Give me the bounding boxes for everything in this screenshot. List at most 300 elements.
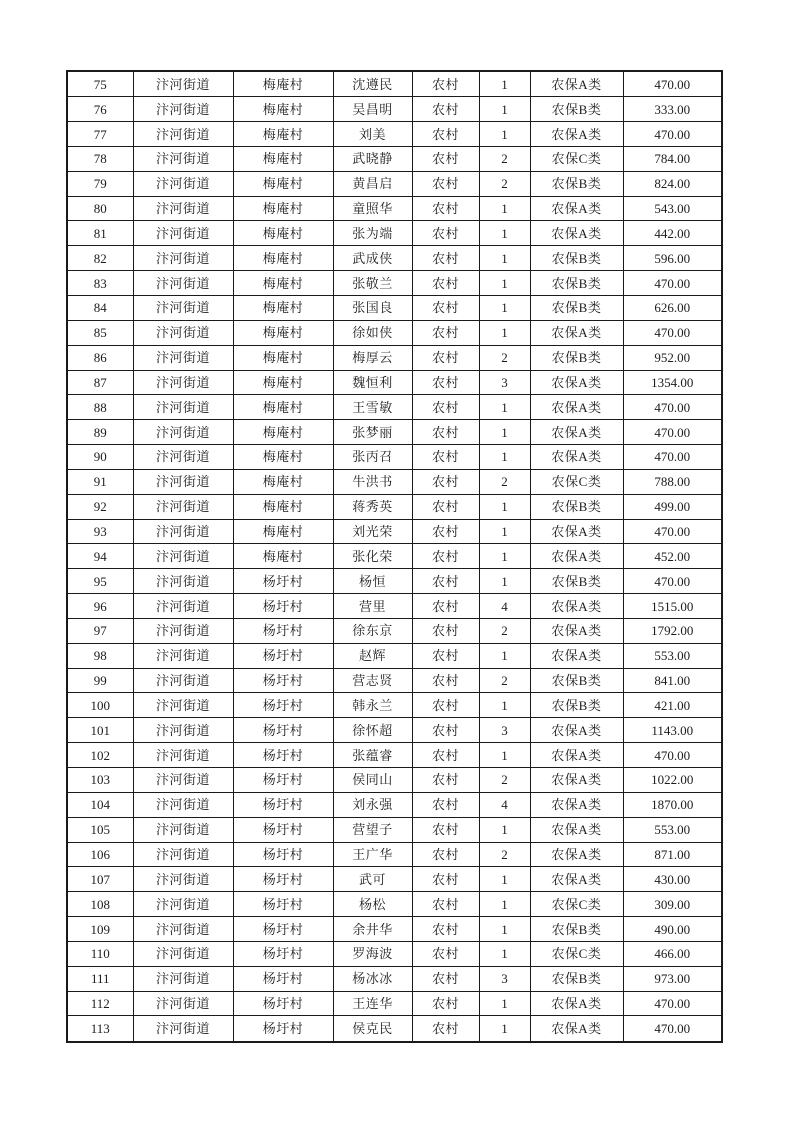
table-row xyxy=(67,718,722,743)
cell-insurance-class: 农保C类 xyxy=(530,892,623,917)
cell-village: 梅庵村 xyxy=(233,295,333,320)
cell-category: 农村 xyxy=(412,196,479,221)
cell-village: 杨圩村 xyxy=(233,1016,333,1042)
cell-village: 梅庵村 xyxy=(233,494,333,519)
cell-person-name: 梅厚云 xyxy=(333,345,412,370)
cell-amount: 1870.00 xyxy=(623,792,722,817)
cell-category: 农村 xyxy=(412,618,479,643)
cell-insurance-class: 农保A类 xyxy=(530,867,623,892)
cell-person-name: 张国良 xyxy=(333,295,412,320)
cell-village: 梅庵村 xyxy=(233,246,333,271)
cell-insurance-class: 农保A类 xyxy=(530,718,623,743)
cell-category: 农村 xyxy=(412,221,479,246)
cell-person-name: 武成侠 xyxy=(333,246,412,271)
cell-serial-number: 93 xyxy=(67,519,133,544)
cell-village: 梅庵村 xyxy=(233,445,333,470)
cell-person-count: 2 xyxy=(479,618,530,643)
cell-category: 农村 xyxy=(412,1016,479,1042)
cell-village: 杨圩村 xyxy=(233,643,333,668)
cell-street: 汴河街道 xyxy=(133,494,233,519)
table-row xyxy=(67,345,722,370)
cell-category: 农村 xyxy=(412,718,479,743)
cell-amount: 824.00 xyxy=(623,171,722,196)
cell-person-count: 1 xyxy=(479,544,530,569)
cell-village: 梅庵村 xyxy=(233,469,333,494)
cell-street: 汴河街道 xyxy=(133,817,233,842)
cell-category: 农村 xyxy=(412,395,479,420)
cell-person-name: 刘光荣 xyxy=(333,519,412,544)
cell-person-count: 1 xyxy=(479,295,530,320)
cell-street: 汴河街道 xyxy=(133,991,233,1016)
cell-person-count: 1 xyxy=(479,519,530,544)
cell-insurance-class: 农保C类 xyxy=(530,941,623,966)
cell-amount: 470.00 xyxy=(623,71,722,97)
cell-village: 杨圩村 xyxy=(233,917,333,942)
cell-person-count: 4 xyxy=(479,792,530,817)
cell-amount: 499.00 xyxy=(623,494,722,519)
cell-amount: 309.00 xyxy=(623,892,722,917)
cell-amount: 788.00 xyxy=(623,469,722,494)
cell-serial-number: 106 xyxy=(67,842,133,867)
cell-category: 农村 xyxy=(412,97,479,122)
cell-village: 梅庵村 xyxy=(233,370,333,395)
cell-insurance-class: 农保A类 xyxy=(530,594,623,619)
cell-amount: 1792.00 xyxy=(623,618,722,643)
cell-category: 农村 xyxy=(412,469,479,494)
table-row xyxy=(67,594,722,619)
cell-village: 梅庵村 xyxy=(233,146,333,171)
cell-amount: 421.00 xyxy=(623,693,722,718)
cell-category: 农村 xyxy=(412,594,479,619)
cell-category: 农村 xyxy=(412,544,479,569)
table-row xyxy=(67,271,722,296)
cell-street: 汴河街道 xyxy=(133,345,233,370)
cell-street: 汴河街道 xyxy=(133,867,233,892)
cell-person-count: 1 xyxy=(479,395,530,420)
table-row xyxy=(67,693,722,718)
cell-serial-number: 102 xyxy=(67,743,133,768)
cell-amount: 973.00 xyxy=(623,966,722,991)
cell-category: 农村 xyxy=(412,792,479,817)
cell-street: 汴河街道 xyxy=(133,469,233,494)
table-row xyxy=(67,221,722,246)
cell-person-name: 蒋秀英 xyxy=(333,494,412,519)
cell-serial-number: 98 xyxy=(67,643,133,668)
cell-amount: 470.00 xyxy=(623,991,722,1016)
cell-person-name: 魏恒利 xyxy=(333,370,412,395)
table-row xyxy=(67,97,722,122)
cell-village: 梅庵村 xyxy=(233,122,333,147)
cell-amount: 626.00 xyxy=(623,295,722,320)
cell-category: 农村 xyxy=(412,867,479,892)
table-row xyxy=(67,146,722,171)
cell-village: 杨圩村 xyxy=(233,991,333,1016)
cell-person-count: 2 xyxy=(479,668,530,693)
cell-village: 梅庵村 xyxy=(233,544,333,569)
cell-insurance-class: 农保B类 xyxy=(530,271,623,296)
cell-serial-number: 84 xyxy=(67,295,133,320)
cell-amount: 470.00 xyxy=(623,122,722,147)
cell-village: 杨圩村 xyxy=(233,842,333,867)
cell-insurance-class: 农保A类 xyxy=(530,519,623,544)
table-row xyxy=(67,196,722,221)
cell-street: 汴河街道 xyxy=(133,146,233,171)
table-row xyxy=(67,295,722,320)
cell-street: 汴河街道 xyxy=(133,966,233,991)
table-row xyxy=(67,1016,722,1042)
cell-category: 农村 xyxy=(412,892,479,917)
cell-village: 梅庵村 xyxy=(233,221,333,246)
cell-person-count: 1 xyxy=(479,97,530,122)
cell-insurance-class: 农保A类 xyxy=(530,221,623,246)
cell-person-name: 营志贤 xyxy=(333,668,412,693)
cell-street: 汴河街道 xyxy=(133,320,233,345)
cell-category: 农村 xyxy=(412,842,479,867)
cell-serial-number: 83 xyxy=(67,271,133,296)
table-row xyxy=(67,892,722,917)
cell-serial-number: 97 xyxy=(67,618,133,643)
benefits-table xyxy=(66,70,723,1043)
cell-serial-number: 85 xyxy=(67,320,133,345)
cell-serial-number: 77 xyxy=(67,122,133,147)
cell-person-count: 3 xyxy=(479,966,530,991)
cell-village: 杨圩村 xyxy=(233,792,333,817)
cell-category: 农村 xyxy=(412,370,479,395)
cell-category: 农村 xyxy=(412,991,479,1016)
cell-serial-number: 108 xyxy=(67,892,133,917)
cell-person-count: 1 xyxy=(479,817,530,842)
cell-insurance-class: 农保B类 xyxy=(530,246,623,271)
cell-person-name: 黄昌启 xyxy=(333,171,412,196)
cell-street: 汴河街道 xyxy=(133,594,233,619)
cell-amount: 470.00 xyxy=(623,743,722,768)
cell-insurance-class: 农保A类 xyxy=(530,618,623,643)
cell-person-name: 张丙召 xyxy=(333,445,412,470)
cell-amount: 596.00 xyxy=(623,246,722,271)
cell-serial-number: 90 xyxy=(67,445,133,470)
table-row xyxy=(67,519,722,544)
table-row xyxy=(67,246,722,271)
cell-person-count: 1 xyxy=(479,991,530,1016)
cell-insurance-class: 农保A类 xyxy=(530,196,623,221)
table-row xyxy=(67,71,722,97)
table-row xyxy=(67,867,722,892)
cell-village: 杨圩村 xyxy=(233,594,333,619)
cell-category: 农村 xyxy=(412,643,479,668)
cell-person-name: 杨恒 xyxy=(333,569,412,594)
cell-person-name: 沈遵民 xyxy=(333,71,412,97)
cell-village: 梅庵村 xyxy=(233,97,333,122)
cell-insurance-class: 农保A类 xyxy=(530,370,623,395)
cell-person-count: 1 xyxy=(479,445,530,470)
cell-person-count: 1 xyxy=(479,494,530,519)
cell-amount: 490.00 xyxy=(623,917,722,942)
table-row xyxy=(67,842,722,867)
cell-person-name: 童照华 xyxy=(333,196,412,221)
cell-amount: 553.00 xyxy=(623,817,722,842)
cell-person-name: 王雪敏 xyxy=(333,395,412,420)
cell-amount: 952.00 xyxy=(623,345,722,370)
cell-person-name: 张化荣 xyxy=(333,544,412,569)
cell-street: 汴河街道 xyxy=(133,395,233,420)
table-row xyxy=(67,320,722,345)
cell-serial-number: 81 xyxy=(67,221,133,246)
cell-person-name: 余井华 xyxy=(333,917,412,942)
cell-village: 杨圩村 xyxy=(233,693,333,718)
cell-serial-number: 91 xyxy=(67,469,133,494)
cell-serial-number: 86 xyxy=(67,345,133,370)
cell-street: 汴河街道 xyxy=(133,842,233,867)
cell-person-count: 1 xyxy=(479,1016,530,1042)
cell-person-count: 1 xyxy=(479,693,530,718)
cell-insurance-class: 农保B类 xyxy=(530,295,623,320)
cell-person-count: 1 xyxy=(479,892,530,917)
cell-street: 汴河街道 xyxy=(133,445,233,470)
cell-street: 汴河街道 xyxy=(133,271,233,296)
cell-category: 农村 xyxy=(412,246,479,271)
cell-person-count: 1 xyxy=(479,867,530,892)
cell-serial-number: 78 xyxy=(67,146,133,171)
cell-village: 梅庵村 xyxy=(233,519,333,544)
cell-person-count: 1 xyxy=(479,917,530,942)
cell-category: 农村 xyxy=(412,569,479,594)
cell-insurance-class: 农保A类 xyxy=(530,991,623,1016)
table-row xyxy=(67,966,722,991)
table-row xyxy=(67,618,722,643)
cell-category: 农村 xyxy=(412,768,479,793)
cell-insurance-class: 农保A类 xyxy=(530,643,623,668)
cell-amount: 871.00 xyxy=(623,842,722,867)
cell-serial-number: 80 xyxy=(67,196,133,221)
cell-category: 农村 xyxy=(412,445,479,470)
cell-village: 梅庵村 xyxy=(233,420,333,445)
cell-category: 农村 xyxy=(412,171,479,196)
cell-person-name: 杨冰冰 xyxy=(333,966,412,991)
cell-street: 汴河街道 xyxy=(133,768,233,793)
cell-village: 杨圩村 xyxy=(233,867,333,892)
cell-serial-number: 112 xyxy=(67,991,133,1016)
cell-street: 汴河街道 xyxy=(133,1016,233,1042)
table-row xyxy=(67,768,722,793)
cell-village: 梅庵村 xyxy=(233,320,333,345)
cell-street: 汴河街道 xyxy=(133,941,233,966)
cell-category: 农村 xyxy=(412,941,479,966)
cell-category: 农村 xyxy=(412,122,479,147)
cell-serial-number: 94 xyxy=(67,544,133,569)
cell-insurance-class: 农保C类 xyxy=(530,146,623,171)
cell-insurance-class: 农保A类 xyxy=(530,395,623,420)
cell-street: 汴河街道 xyxy=(133,221,233,246)
table-row xyxy=(67,469,722,494)
table-row xyxy=(67,917,722,942)
table-row xyxy=(67,171,722,196)
cell-person-name: 张为端 xyxy=(333,221,412,246)
cell-village: 梅庵村 xyxy=(233,271,333,296)
cell-amount: 1022.00 xyxy=(623,768,722,793)
cell-person-name: 牛洪书 xyxy=(333,469,412,494)
cell-person-count: 1 xyxy=(479,196,530,221)
cell-category: 农村 xyxy=(412,71,479,97)
cell-serial-number: 95 xyxy=(67,569,133,594)
cell-person-count: 1 xyxy=(479,271,530,296)
cell-insurance-class: 农保A类 xyxy=(530,743,623,768)
table-row xyxy=(67,420,722,445)
cell-street: 汴河街道 xyxy=(133,370,233,395)
cell-person-count: 1 xyxy=(479,643,530,668)
cell-insurance-class: 农保C类 xyxy=(530,469,623,494)
cell-amount: 470.00 xyxy=(623,320,722,345)
cell-amount: 543.00 xyxy=(623,196,722,221)
cell-person-count: 1 xyxy=(479,71,530,97)
cell-street: 汴河街道 xyxy=(133,917,233,942)
table-row xyxy=(67,395,722,420)
cell-insurance-class: 农保B类 xyxy=(530,171,623,196)
cell-street: 汴河街道 xyxy=(133,892,233,917)
cell-street: 汴河街道 xyxy=(133,71,233,97)
cell-insurance-class: 农保A类 xyxy=(530,420,623,445)
table-row xyxy=(67,792,722,817)
cell-street: 汴河街道 xyxy=(133,643,233,668)
cell-serial-number: 76 xyxy=(67,97,133,122)
cell-category: 农村 xyxy=(412,420,479,445)
cell-serial-number: 92 xyxy=(67,494,133,519)
cell-category: 农村 xyxy=(412,295,479,320)
cell-insurance-class: 农保A类 xyxy=(530,792,623,817)
cell-insurance-class: 农保B类 xyxy=(530,494,623,519)
cell-person-name: 张梦丽 xyxy=(333,420,412,445)
cell-person-count: 2 xyxy=(479,469,530,494)
cell-amount: 470.00 xyxy=(623,445,722,470)
cell-street: 汴河街道 xyxy=(133,295,233,320)
cell-insurance-class: 农保A类 xyxy=(530,1016,623,1042)
cell-serial-number: 89 xyxy=(67,420,133,445)
cell-person-count: 3 xyxy=(479,370,530,395)
cell-street: 汴河街道 xyxy=(133,97,233,122)
cell-street: 汴河街道 xyxy=(133,171,233,196)
cell-insurance-class: 农保A类 xyxy=(530,768,623,793)
cell-insurance-class: 农保B类 xyxy=(530,345,623,370)
cell-person-name: 侯同山 xyxy=(333,768,412,793)
cell-street: 汴河街道 xyxy=(133,122,233,147)
cell-insurance-class: 农保B类 xyxy=(530,97,623,122)
cell-person-name: 赵辉 xyxy=(333,643,412,668)
cell-person-count: 1 xyxy=(479,320,530,345)
cell-category: 农村 xyxy=(412,519,479,544)
table-row xyxy=(67,941,722,966)
cell-amount: 1354.00 xyxy=(623,370,722,395)
cell-street: 汴河街道 xyxy=(133,693,233,718)
cell-category: 农村 xyxy=(412,743,479,768)
cell-amount: 470.00 xyxy=(623,1016,722,1042)
cell-serial-number: 99 xyxy=(67,668,133,693)
cell-street: 汴河街道 xyxy=(133,718,233,743)
cell-insurance-class: 农保A类 xyxy=(530,817,623,842)
cell-street: 汴河街道 xyxy=(133,618,233,643)
cell-serial-number: 101 xyxy=(67,718,133,743)
table-row xyxy=(67,643,722,668)
cell-amount: 470.00 xyxy=(623,271,722,296)
cell-street: 汴河街道 xyxy=(133,246,233,271)
cell-person-count: 2 xyxy=(479,146,530,171)
cell-street: 汴河街道 xyxy=(133,668,233,693)
cell-insurance-class: 农保B类 xyxy=(530,668,623,693)
cell-person-name: 徐怀超 xyxy=(333,718,412,743)
cell-street: 汴河街道 xyxy=(133,519,233,544)
cell-person-count: 4 xyxy=(479,594,530,619)
table-row xyxy=(67,991,722,1016)
cell-serial-number: 79 xyxy=(67,171,133,196)
cell-village: 杨圩村 xyxy=(233,718,333,743)
cell-person-name: 王连华 xyxy=(333,991,412,1016)
cell-serial-number: 113 xyxy=(67,1016,133,1042)
cell-person-count: 3 xyxy=(479,718,530,743)
cell-insurance-class: 农保A类 xyxy=(530,320,623,345)
cell-person-name: 罗海波 xyxy=(333,941,412,966)
cell-village: 杨圩村 xyxy=(233,569,333,594)
cell-serial-number: 103 xyxy=(67,768,133,793)
cell-person-name: 刘美 xyxy=(333,122,412,147)
cell-serial-number: 96 xyxy=(67,594,133,619)
cell-street: 汴河街道 xyxy=(133,420,233,445)
cell-amount: 1143.00 xyxy=(623,718,722,743)
cell-insurance-class: 农保A类 xyxy=(530,122,623,147)
cell-category: 农村 xyxy=(412,693,479,718)
cell-category: 农村 xyxy=(412,817,479,842)
cell-village: 杨圩村 xyxy=(233,618,333,643)
cell-insurance-class: 农保B类 xyxy=(530,917,623,942)
table-row xyxy=(67,445,722,470)
cell-serial-number: 88 xyxy=(67,395,133,420)
cell-serial-number: 109 xyxy=(67,917,133,942)
cell-village: 杨圩村 xyxy=(233,668,333,693)
table-row xyxy=(67,743,722,768)
cell-street: 汴河街道 xyxy=(133,544,233,569)
cell-person-count: 1 xyxy=(479,743,530,768)
table-row xyxy=(67,544,722,569)
cell-amount: 466.00 xyxy=(623,941,722,966)
table-row xyxy=(67,122,722,147)
cell-village: 杨圩村 xyxy=(233,941,333,966)
cell-village: 梅庵村 xyxy=(233,196,333,221)
cell-serial-number: 105 xyxy=(67,817,133,842)
table-row xyxy=(67,668,722,693)
cell-amount: 333.00 xyxy=(623,97,722,122)
cell-category: 农村 xyxy=(412,966,479,991)
cell-village: 杨圩村 xyxy=(233,892,333,917)
cell-street: 汴河街道 xyxy=(133,569,233,594)
cell-amount: 452.00 xyxy=(623,544,722,569)
cell-person-count: 1 xyxy=(479,122,530,147)
table-row xyxy=(67,370,722,395)
cell-amount: 1515.00 xyxy=(623,594,722,619)
cell-category: 农村 xyxy=(412,146,479,171)
cell-amount: 841.00 xyxy=(623,668,722,693)
cell-person-name: 徐如侠 xyxy=(333,320,412,345)
cell-category: 农村 xyxy=(412,494,479,519)
cell-person-name: 杨松 xyxy=(333,892,412,917)
table-row xyxy=(67,494,722,519)
cell-village: 杨圩村 xyxy=(233,817,333,842)
cell-serial-number: 100 xyxy=(67,693,133,718)
cell-person-name: 侯克民 xyxy=(333,1016,412,1042)
cell-person-name: 武晓静 xyxy=(333,146,412,171)
cell-category: 农村 xyxy=(412,320,479,345)
cell-category: 农村 xyxy=(412,271,479,296)
cell-person-count: 1 xyxy=(479,221,530,246)
cell-person-count: 2 xyxy=(479,171,530,196)
cell-amount: 430.00 xyxy=(623,867,722,892)
cell-person-count: 2 xyxy=(479,842,530,867)
